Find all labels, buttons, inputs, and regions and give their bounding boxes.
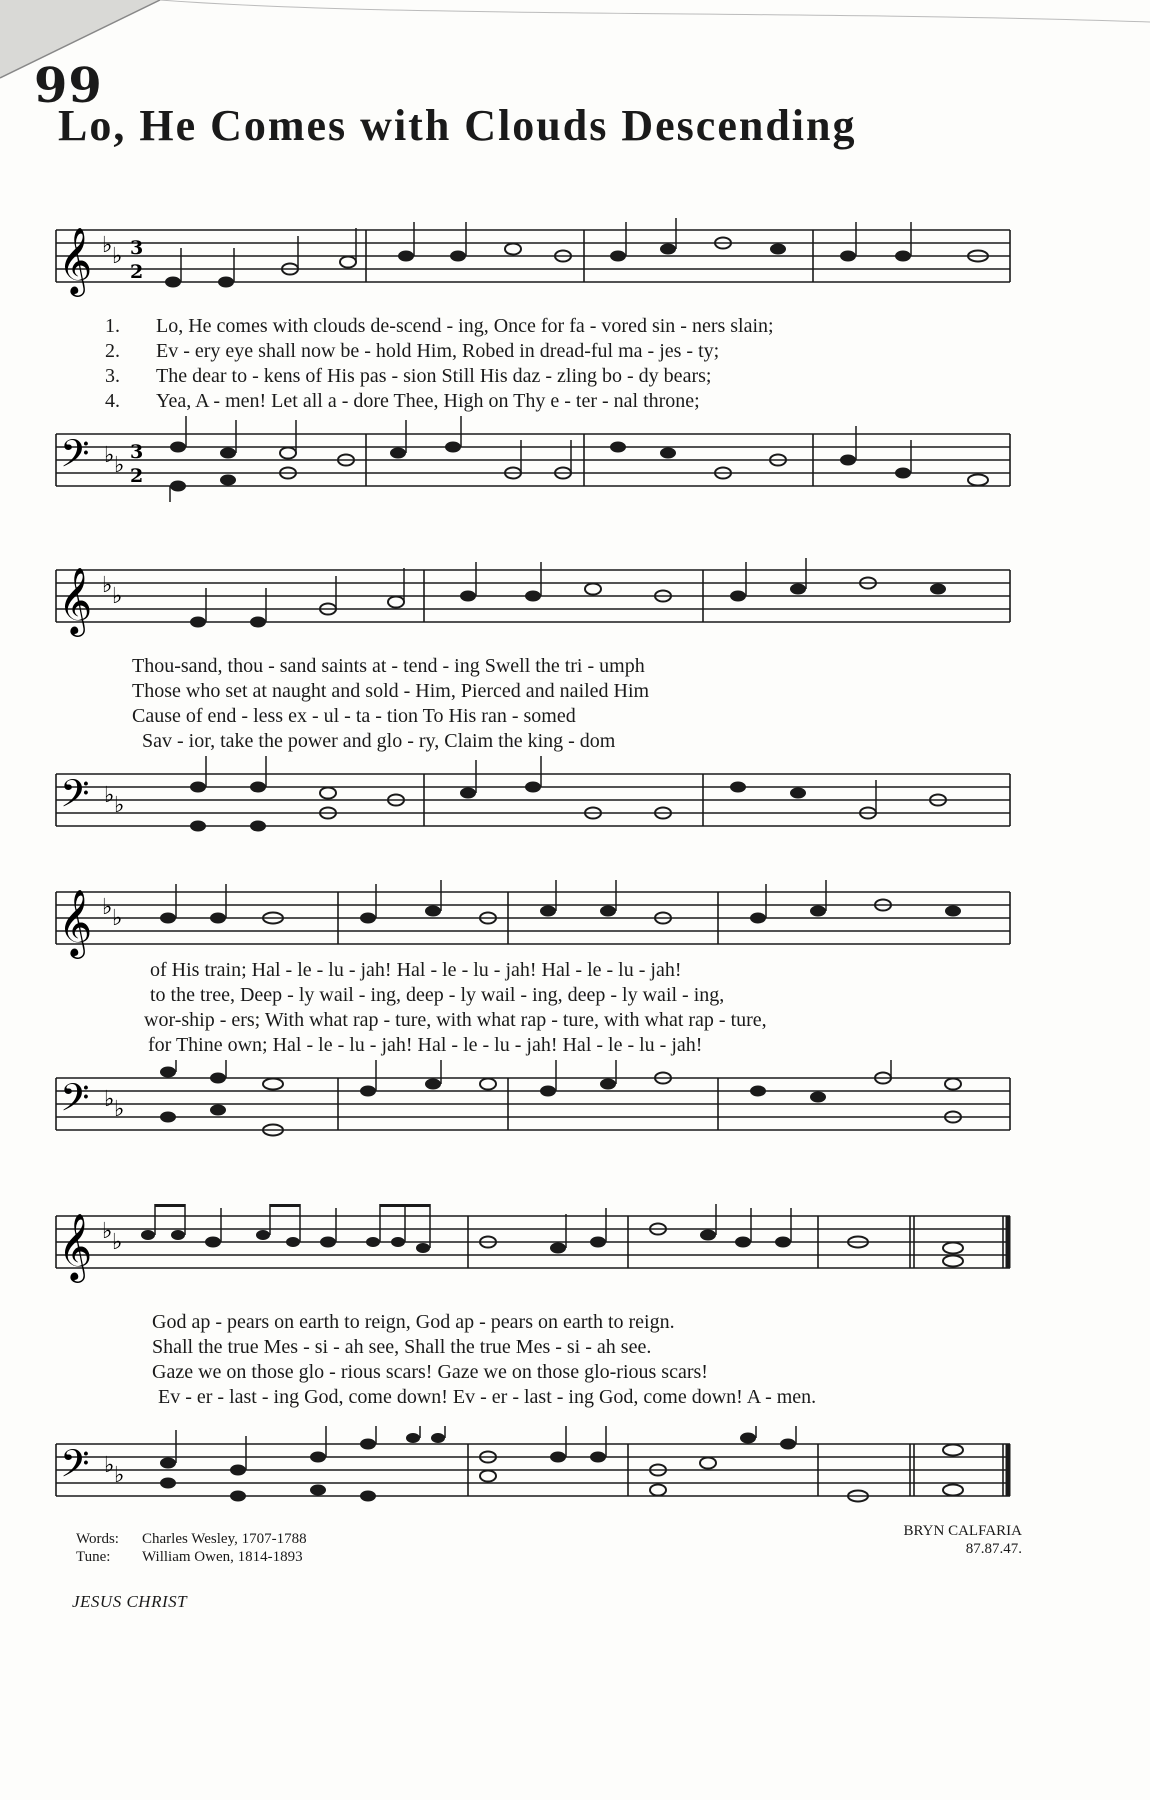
svg-text:♭: ♭ (102, 895, 113, 920)
svg-text:𝄞: 𝄞 (58, 888, 93, 956)
svg-text:𝄞: 𝄞 (58, 226, 93, 294)
svg-text:♭: ♭ (112, 906, 123, 931)
words-label: Words: (76, 1531, 119, 1547)
svg-text:3: 3 (130, 441, 144, 463)
bass-staff (48, 756, 1018, 842)
tune-name: BRYN CALFARIA (903, 1523, 1022, 1539)
svg-text:♭: ♭ (114, 1097, 125, 1122)
tune-label: Tune: (76, 1549, 111, 1565)
svg-text:♭: ♭ (112, 584, 123, 609)
svg-text:♭: ♭ (104, 783, 115, 808)
svg-text:𝄢: 𝄢 (60, 771, 90, 825)
lyric-text: Lo, He comes with clouds de-scend - ing, Once for fa - vored sin - ners slain; (156, 315, 774, 337)
lyric-text: Those who set at naught and sold - Him, Pierced and nailed Him (132, 680, 650, 702)
treble-staff (48, 880, 1018, 960)
svg-text:♭: ♭ (112, 1230, 123, 1255)
words-credit (76, 1530, 307, 1548)
svg-text:𝄢: 𝄢 (60, 1075, 90, 1129)
lyric-text: of His train; Hal - le - lu - jah! Hal - le - lu - jah! Hal - le - lu - jah! (150, 959, 682, 981)
lyric-text: Cause of end - less ex - ul - ta - tion To His ran - somed (132, 705, 576, 727)
lyric-text: for Thine own; Hal - le - lu - jah! Hal - le - lu - jah! Hal - le - lu - jah! (148, 1034, 703, 1056)
svg-text:♭: ♭ (114, 1463, 125, 1488)
lyric-text: The dear to - kens of His pas - sion Still His daz - zling bo - dy bears; (156, 365, 712, 387)
lyric-text: Ev - ery eye shall now be - hold Him, Robed in dread-ful ma - jes - ty; (156, 340, 720, 362)
hymn-credits (76, 1530, 307, 1566)
lyric-text: Gaze we on those glo - rious scars! Gaze we on those glo-rious scars! (152, 1361, 708, 1383)
svg-text:♭: ♭ (114, 453, 125, 478)
verse-number: 1. (105, 315, 120, 337)
svg-text:𝄢: 𝄢 (60, 1441, 90, 1495)
treble-staff (48, 218, 1018, 298)
bass-staff (48, 1426, 1018, 1512)
svg-text:𝄞: 𝄞 (58, 1212, 93, 1280)
lyric-text: wor-ship - ers; With what rap - ture, with what rap - ture, with what rap - ture, (144, 1009, 767, 1031)
lyric-text: Yea, A - men! Let all a - dore Thee, High on Thy e - ter - nal throne; (156, 390, 700, 412)
treble-staff (48, 558, 1018, 638)
svg-text:♭: ♭ (102, 573, 113, 598)
svg-text:𝄢: 𝄢 (60, 431, 90, 485)
verse-number: 4. (105, 390, 120, 412)
tune-composer: William Owen, 1814-1893 (142, 1549, 303, 1565)
svg-text:2: 2 (130, 261, 144, 283)
lyric-text: Ev - er - last - ing God, come down! Ev - er - last - ing God, come down! A - men. (158, 1386, 817, 1408)
lyric-text: Thou-sand, thou - sand saints at - tend - ing Swell the tri - umph (132, 655, 645, 677)
tune-info (904, 1522, 1023, 1558)
svg-text:♭: ♭ (104, 443, 115, 468)
svg-text:♭: ♭ (104, 1087, 115, 1112)
bass-staff (48, 416, 1018, 502)
svg-text:♭: ♭ (104, 1453, 115, 1478)
svg-text:3: 3 (130, 237, 144, 259)
section-label: JESUS CHRIST (72, 1592, 188, 1611)
lyric-text: Sav - ior, take the power and glo - ry, Claim the king - dom (142, 730, 616, 752)
svg-text:𝄞: 𝄞 (58, 566, 93, 634)
bass-staff (48, 1060, 1018, 1146)
tune-meter: 87.87.47. (965, 1541, 1022, 1557)
verse-number: 3. (105, 365, 120, 387)
hymn-title: Lo, He Comes with Clouds Descending (58, 101, 857, 150)
verse-number: 2. (105, 340, 120, 362)
lyric-text: God ap - pears on earth to reign, God ap - pears on earth to reign. (152, 1311, 675, 1333)
svg-text:♭: ♭ (114, 793, 125, 818)
lyric-text: to the tree, Deep - ly wail - ing, deep - ly wail - ing, deep - ly wail - ing, (150, 984, 725, 1006)
page-curl (0, 0, 1150, 90)
treble-staff (48, 1204, 1018, 1284)
svg-text:♭: ♭ (102, 1219, 113, 1244)
lyric-text: Shall the true Mes - si - ah see, Shall the true Mes - si - ah see. (152, 1336, 652, 1358)
hymn-number: 99 (34, 58, 103, 114)
svg-text:2: 2 (130, 465, 144, 487)
tune-credit (76, 1548, 307, 1566)
svg-text:♭: ♭ (102, 233, 113, 258)
words-author: Charles Wesley, 1707-1788 (142, 1531, 307, 1547)
svg-text:♭: ♭ (112, 244, 123, 269)
